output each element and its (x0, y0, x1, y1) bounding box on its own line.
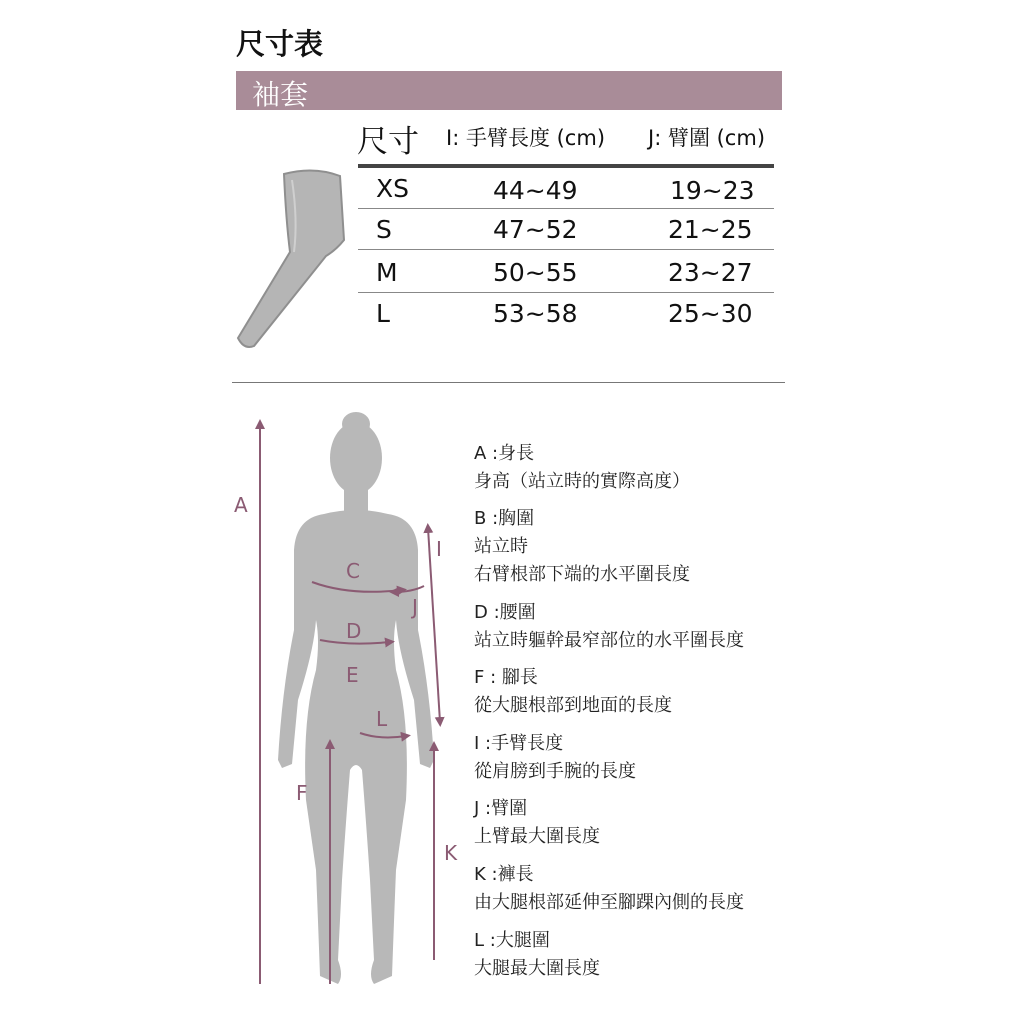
label-a: A (234, 493, 248, 517)
label-j: J (412, 595, 418, 619)
row-divider (358, 292, 774, 293)
row-divider (358, 208, 774, 209)
legend-text: 大腿最大圍長度 (474, 958, 600, 979)
header-size: 尺寸 (357, 124, 419, 160)
legend-text: 身高（站立時的實際高度） (474, 471, 690, 492)
legend-heading: J :臂圍 (474, 798, 528, 819)
arm-length-cell: 50~55 (493, 258, 578, 287)
legend-text: 站立時 (474, 536, 528, 557)
label-l: L (376, 707, 388, 731)
section-bar (236, 71, 782, 110)
arm-circ-cell: 21~25 (668, 215, 753, 244)
arm-length-cell: 53~58 (493, 299, 578, 328)
legend-heading: B :胸圍 (474, 508, 535, 529)
legend-heading: K :褲長 (474, 864, 534, 885)
legend-text: 由大腿根部延伸至腳踝內側的長度 (474, 892, 744, 913)
label-e: E (346, 663, 359, 687)
arm-circ-cell: 19~23 (670, 176, 755, 205)
page-title: 尺寸表 (236, 27, 324, 61)
legend-heading: F : 腳長 (474, 667, 538, 688)
table-header-rule (358, 164, 774, 168)
label-c: C (346, 559, 360, 583)
label-k: K (444, 841, 458, 865)
legend-text: 站立時軀幹最窄部位的水平圍長度 (474, 630, 744, 651)
legend-text: 從大腿根部到地面的長度 (474, 695, 672, 716)
legend-text: 從肩膀到手腕的長度 (474, 761, 636, 782)
label-f: F (296, 781, 308, 805)
body-silhouette (278, 412, 434, 984)
legend-heading: D :腰圍 (474, 602, 536, 623)
size-cell: L (376, 299, 390, 328)
legend-heading: I :手臂長度 (474, 733, 564, 754)
body-measurement-figure (220, 400, 490, 1010)
arm-sleeve-illustration (232, 160, 352, 360)
legend-heading: L :大腿圍 (474, 930, 550, 951)
arm-circ-cell: 23~27 (668, 258, 753, 287)
label-i: I (436, 537, 442, 561)
size-cell: S (376, 215, 392, 244)
header-arm-circumference: J: 臂圍 (cm) (648, 126, 766, 150)
header-arm-length: I: 手臂長度 (cm) (446, 126, 606, 150)
legend-text: 右臂根部下端的水平圍長度 (474, 564, 690, 585)
size-cell: XS (376, 174, 409, 203)
arm-length-cell: 47~52 (493, 215, 578, 244)
legend-heading: A :身長 (474, 443, 535, 464)
label-d: D (346, 619, 362, 643)
size-cell: M (376, 258, 398, 287)
legend-text: 上臂最大圍長度 (474, 826, 600, 847)
arm-length-cell: 44~49 (493, 176, 578, 205)
section-label: 袖套 (252, 78, 309, 111)
section-divider (232, 382, 785, 383)
arm-circ-cell: 25~30 (668, 299, 753, 328)
row-divider (358, 249, 774, 250)
